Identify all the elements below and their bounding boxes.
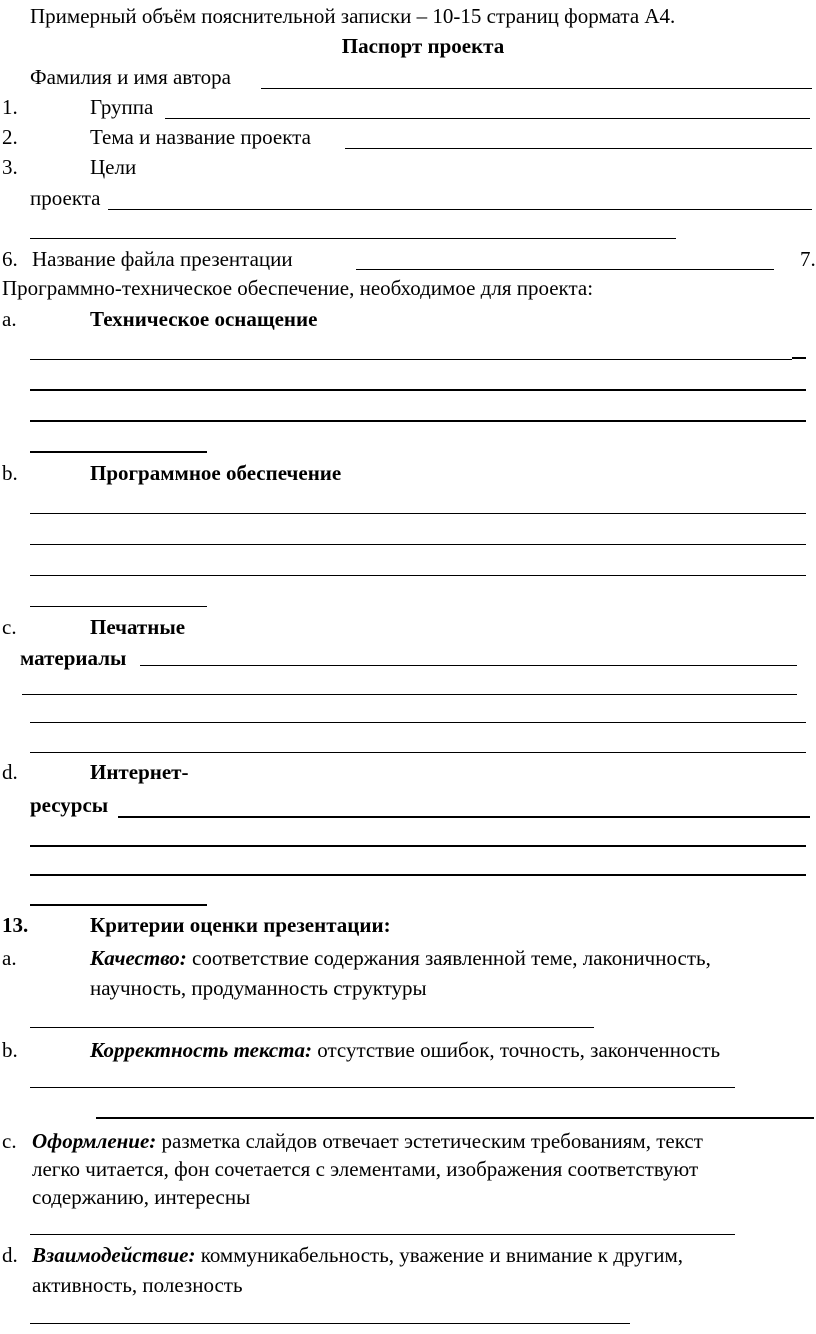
criterion-a-line[interactable] — [30, 1027, 594, 1028]
section-c-line-2[interactable] — [22, 694, 797, 695]
section-a-line-2[interactable] — [30, 389, 806, 391]
item-3-number: 3. — [2, 155, 18, 179]
criterion-d-text — [32, 1245, 683, 1266]
item-2-number: 2. — [2, 125, 18, 149]
goals-field-line-1[interactable] — [108, 209, 812, 210]
section-d-title: Интернет- — [90, 760, 189, 784]
criterion-b-line-1[interactable] — [30, 1087, 735, 1088]
goals-field-line-2[interactable] — [30, 238, 676, 239]
section-c-line-3[interactable] — [30, 722, 806, 723]
intro-text: Примерный объём пояснительной записки – 10-15 страниц формата А4. — [30, 4, 676, 28]
section-b-line-3[interactable] — [30, 575, 806, 576]
section-a-line-4[interactable] — [30, 451, 207, 453]
section-b-line-4[interactable] — [30, 606, 207, 607]
section-d-title-continuation: ресурсы — [30, 793, 109, 817]
software-hardware-heading: Программно-техническое обеспечение, необходимое для проекта: — [2, 276, 594, 300]
criterion-b-line-2[interactable] — [96, 1117, 814, 1119]
section-b-letter: b. — [2, 461, 18, 485]
section-c-title-continuation: материалы — [20, 646, 127, 670]
criterion-d-desc: коммуникабельность, уважение и внимание к другим, — [200, 1243, 684, 1267]
goals-continuation: проекта — [30, 186, 101, 210]
item-7-number: 7. — [800, 247, 816, 271]
section-d-line-2[interactable] — [30, 845, 806, 847]
criterion-d-text-line-2: активность, полезность — [32, 1273, 243, 1297]
criterion-a-desc: соответствие содержания заявленной теме, лаконичность, — [192, 946, 711, 970]
item-6-label: Название файла презентации — [32, 247, 293, 271]
group-field-line[interactable] — [165, 118, 810, 119]
criterion-c-name: Оформление: — [32, 1129, 157, 1153]
criterion-a-name: Качество: — [90, 946, 187, 970]
section-a-line-3[interactable] — [30, 420, 806, 422]
topic-field-line[interactable] — [345, 148, 812, 149]
section-a-title: Техническое оснащение — [90, 307, 318, 331]
criterion-c-line[interactable] — [30, 1234, 735, 1235]
author-field-line[interactable] — [261, 88, 812, 89]
criterion-c-desc: разметка слайдов отвечает эстетическим требованиям, текст — [161, 1129, 703, 1153]
item-6-number: 6. — [2, 247, 18, 271]
section-a-line-1-tail — [792, 357, 806, 359]
criterion-d-letter: d. — [2, 1243, 18, 1267]
section-d-line-1[interactable] — [118, 816, 810, 818]
filename-field-line[interactable] — [356, 269, 774, 270]
section-b-line-2[interactable] — [30, 544, 806, 545]
section-d-line-3[interactable] — [30, 874, 806, 876]
criterion-d-name: Взаимодействие: — [32, 1243, 196, 1267]
author-label: Фамилия и имя автора — [30, 65, 231, 89]
criterion-a-text — [90, 948, 815, 969]
section-a-line-1[interactable] — [30, 359, 792, 360]
section-d-letter: d. — [2, 760, 18, 784]
criterion-c-letter: c. — [2, 1129, 17, 1153]
criterion-b-letter: b. — [2, 1038, 18, 1062]
section-c-line-1[interactable] — [140, 665, 797, 666]
passport-title: Паспорт проекта — [341, 34, 505, 58]
section-a-letter: a. — [2, 307, 17, 331]
criteria-number: 13. — [2, 913, 29, 937]
criterion-b-desc: отсутствие ошибок, точность, законченность — [317, 1038, 721, 1062]
item-1-label: Группа — [90, 95, 154, 119]
section-c-letter: c. — [2, 615, 17, 639]
criterion-c-text — [32, 1131, 703, 1152]
section-c-title: Печатные — [90, 615, 186, 639]
criterion-c-text-line-3: содержанию, интересны — [32, 1185, 251, 1209]
item-3-label: Цели — [90, 155, 137, 179]
criterion-b-name: Корректность текста: — [90, 1038, 312, 1062]
item-1-number: 1. — [2, 95, 18, 119]
section-b-line-1[interactable] — [30, 513, 806, 514]
criterion-b-text — [90, 1040, 720, 1061]
criterion-d-line[interactable] — [30, 1323, 630, 1324]
section-d-line-4[interactable] — [30, 904, 207, 906]
section-c-line-4[interactable] — [30, 752, 806, 753]
criteria-title: Критерии оценки презентации: — [90, 913, 391, 937]
criterion-c-text-line-2: легко читается, фон сочетается с элементами, изображения соответствуют — [32, 1157, 699, 1181]
criterion-a-text-line-2: научность, продуманность структуры — [90, 976, 427, 1000]
criterion-a-letter: a. — [2, 946, 17, 970]
section-b-title: Программное обеспечение — [90, 461, 342, 485]
item-2-label: Тема и название проекта — [90, 125, 311, 149]
